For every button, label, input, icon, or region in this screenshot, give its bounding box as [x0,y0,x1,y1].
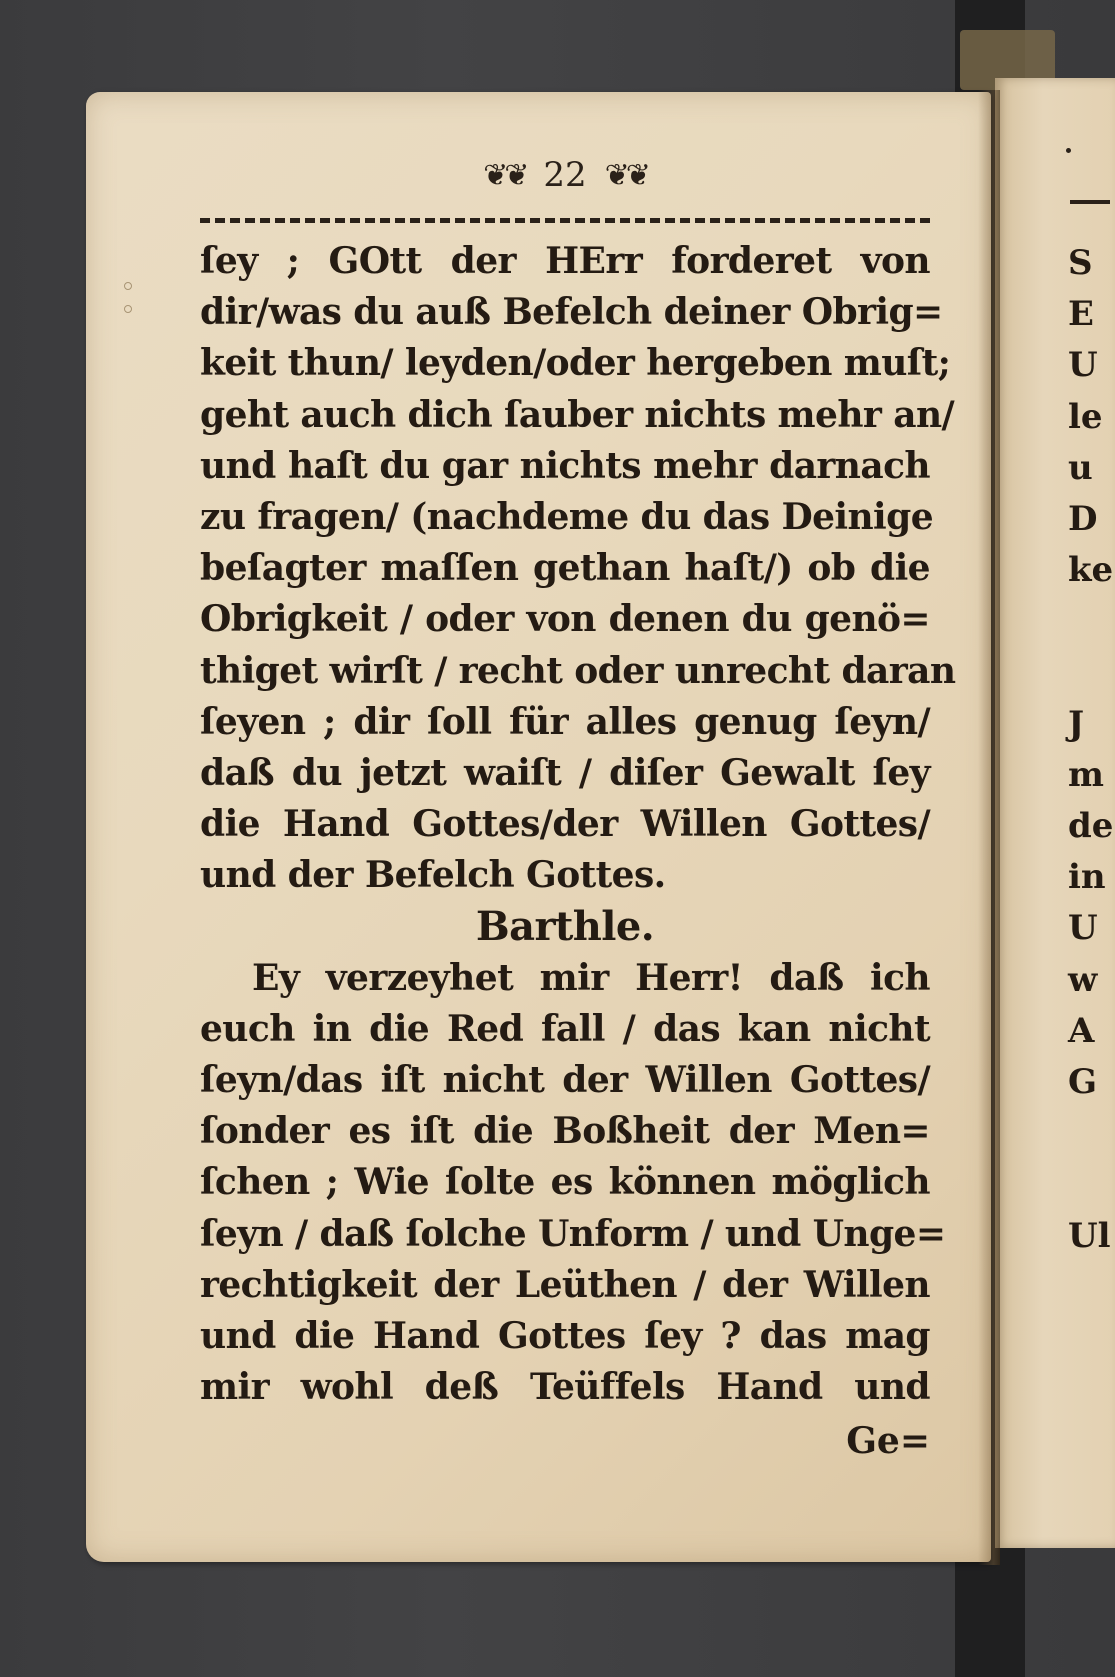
text-line: ſeyn / daß ſolche Unform / und Unge= [200,1212,946,1255]
fragment-line: ke [1068,550,1114,591]
fragment-line: in [1068,857,1106,898]
speaker-heading: Barthle. [475,903,655,951]
fragment-line: w [1068,959,1098,1000]
text-line: ſeyn/das iſt nicht der Willen Gottes/ [200,1059,930,1101]
text-line: und die Hand Gottes ſey ? das mag [200,1314,930,1357]
fragment-line: D [1068,498,1098,539]
text-line: Ey verzeyhet mir Herr! daß ich [252,956,930,999]
fragment-spacer [1068,1108,1108,1159]
text-line: die Hand Gottes/der Willen Gottes/ [200,803,930,846]
text-line: Obrigkeit / oder von denen du genö= [200,598,930,641]
text-line: rechtigkeit der Leüthen / der Willen [200,1263,930,1306]
text-line: ſonder es iſt die Boßheit der Men= [200,1110,930,1153]
binding-hole [124,282,132,290]
header-rule [200,218,930,223]
body-text [200,236,956,1413]
text-line: und haſt du gar nichts mehr darnach [200,444,930,487]
fragment-line: E [1068,294,1094,335]
fragment-line: m [1068,754,1104,795]
facing-page-rule [1070,200,1110,204]
text-line: beſagter maſſen gethan haſt/) ob die [200,547,930,590]
text-line: dir/was du auß Befelch deiner Obrig= [200,291,943,334]
page-number: 22 [543,155,587,195]
fragment-line: u [1068,447,1093,488]
binding-hole [124,305,132,313]
catchword: Ge= [846,1420,930,1462]
fragment-line: de [1068,806,1114,847]
gutter-shadow [978,90,1000,1565]
ornament-left-icon: ❦❦ [483,157,526,193]
fragment-line: U [1068,345,1098,386]
text-line: geht auch dich ſauber nichts mehr an/ [200,393,955,436]
facing-page-fragments [1068,238,1114,1262]
text-line: zu fragen/ (nachdeme du das Deinige [200,495,933,538]
fragment-spacer [1068,648,1108,699]
text-line: ſey ; GOtt der HErr forderet von [200,240,930,282]
ornament-right-icon: ❦❦ [604,157,647,193]
fragment-line: le [1068,396,1103,437]
text-line: ſchen ; Wie ſolte es können möglich [200,1161,930,1204]
fragment-line: U [1068,908,1098,949]
fragment-spacer [1068,1159,1108,1210]
fragment-line: J [1068,703,1085,744]
fragment-line: S [1068,243,1093,283]
fragment-line: A [1068,1010,1095,1051]
text-line: daß du jetzt waiſt / diſer Gewalt ſey [200,751,930,794]
page-header [200,150,930,200]
text-line: mir wohl deß Teüffels Hand und [200,1366,930,1409]
text-line: euch in die Red fall / das kan nicht [200,1007,930,1050]
fragment-spacer [1068,596,1108,647]
text-line: keit thun/ leyden/oder hergeben muſt; [200,342,951,385]
text-line: ſeyen ; dir ſoll für alles genug ſeyn/ [200,700,930,743]
facing-page-dot [1066,148,1071,153]
text-line: und der Befelch Gottes. [200,854,666,897]
fragment-line: G [1068,1062,1098,1102]
text-line: thiget wirſt / recht oder unrecht daran [200,649,956,692]
fragment-line: Ul [1068,1215,1111,1256]
